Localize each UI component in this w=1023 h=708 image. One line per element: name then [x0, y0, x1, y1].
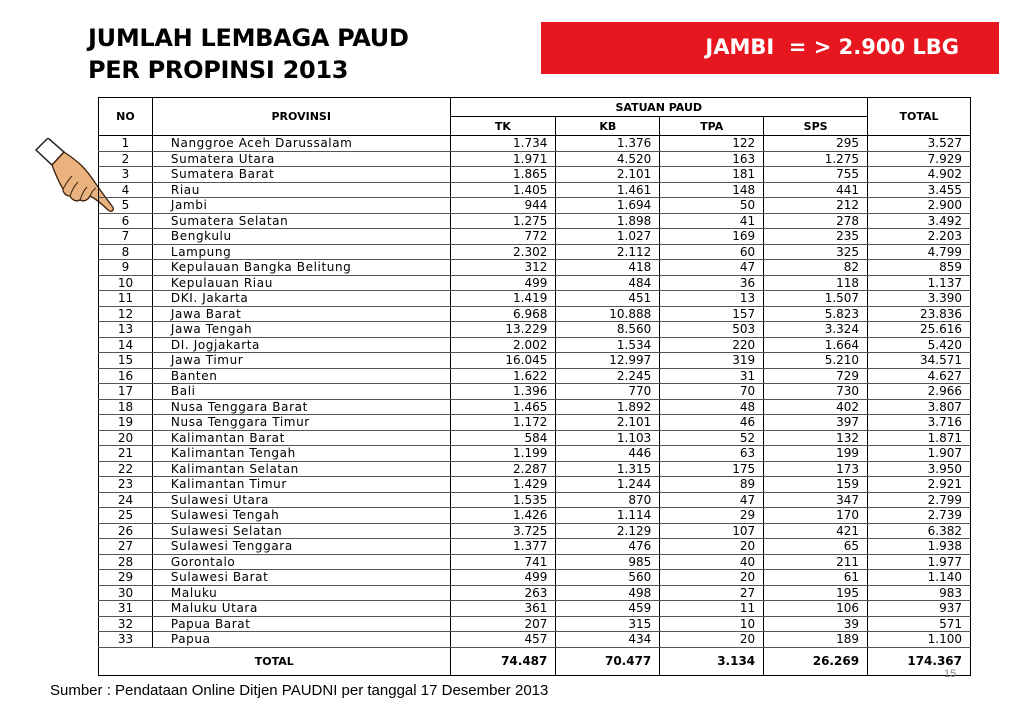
- title-line-2: PER PROPINSI 2013: [88, 56, 349, 84]
- cell-total: 3.950: [868, 461, 971, 477]
- cell-total: 1.871: [868, 430, 971, 446]
- cell-provinsi: Gorontalo: [152, 554, 450, 570]
- cell-kb: 2.129: [556, 523, 660, 539]
- cell-kb: 870: [556, 492, 660, 508]
- cell-sps: 402: [764, 399, 868, 415]
- table-row: [99, 322, 971, 338]
- cell-tk: 263: [450, 585, 556, 601]
- cell-kb: 459: [556, 601, 660, 617]
- cell-tk: 207: [450, 616, 556, 632]
- cell-total: 4.627: [868, 368, 971, 384]
- total-tk: 74.487: [450, 647, 556, 675]
- cell-tpa: 107: [660, 523, 764, 539]
- cell-kb: 2.101: [556, 415, 660, 431]
- cell-no: 27: [99, 539, 153, 555]
- cell-total: 1.907: [868, 446, 971, 462]
- table-body: [99, 136, 971, 648]
- title-line-1: JUMLAH LEMBAGA PAUD: [88, 24, 409, 52]
- cell-sps: 397: [764, 415, 868, 431]
- cell-provinsi: Lampung: [152, 244, 450, 260]
- cell-total: 2.799: [868, 492, 971, 508]
- cell-total: 983: [868, 585, 971, 601]
- cell-tk: 13.229: [450, 322, 556, 338]
- table-row: [99, 492, 971, 508]
- cell-total: 4.799: [868, 244, 971, 260]
- cell-tpa: 503: [660, 322, 764, 338]
- cell-provinsi: Jambi: [152, 198, 450, 214]
- cell-tpa: 36: [660, 275, 764, 291]
- cell-tk: 1.429: [450, 477, 556, 493]
- cell-sps: 730: [764, 384, 868, 400]
- header-satuan-paud: SATUAN PAUD: [450, 98, 868, 117]
- cell-no: 18: [99, 399, 153, 415]
- table-row: [99, 616, 971, 632]
- cell-tk: 584: [450, 430, 556, 446]
- cell-sps: 106: [764, 601, 868, 617]
- cell-tk: 1.535: [450, 492, 556, 508]
- cell-total: 2.966: [868, 384, 971, 400]
- cell-provinsi: Kalimantan Timur: [152, 477, 450, 493]
- cell-no: 32: [99, 616, 153, 632]
- cell-tpa: 20: [660, 539, 764, 555]
- cell-total: 5.420: [868, 337, 971, 353]
- cell-kb: 315: [556, 616, 660, 632]
- cell-sps: 1.664: [764, 337, 868, 353]
- cell-tk: 2.002: [450, 337, 556, 353]
- cell-no: 26: [99, 523, 153, 539]
- cell-provinsi: Maluku Utara: [152, 601, 450, 617]
- cell-sps: 61: [764, 570, 868, 586]
- cell-provinsi: Sulawesi Barat: [152, 570, 450, 586]
- table-row: [99, 353, 971, 369]
- cell-sps: 755: [764, 167, 868, 183]
- total-tpa: 3.134: [660, 647, 764, 675]
- cell-provinsi: Riau: [152, 182, 450, 198]
- cell-total: 3.807: [868, 399, 971, 415]
- cell-kb: 10.888: [556, 306, 660, 322]
- header-total: TOTAL: [868, 98, 971, 136]
- table-row: [99, 337, 971, 353]
- cell-sps: 199: [764, 446, 868, 462]
- cell-provinsi: Jawa Timur: [152, 353, 450, 369]
- cell-provinsi: Nusa Tenggara Timur: [152, 415, 450, 431]
- cell-total: 1.100: [868, 632, 971, 648]
- table-row: [99, 539, 971, 555]
- table-row: [99, 244, 971, 260]
- cell-total: 2.203: [868, 229, 971, 245]
- cell-tk: 1.865: [450, 167, 556, 183]
- cell-no: 30: [99, 585, 153, 601]
- cell-tk: 1.172: [450, 415, 556, 431]
- cell-kb: 1.461: [556, 182, 660, 198]
- table-row: [99, 182, 971, 198]
- cell-tpa: 169: [660, 229, 764, 245]
- cell-kb: 2.112: [556, 244, 660, 260]
- cell-tpa: 163: [660, 151, 764, 167]
- cell-provinsi: Papua Barat: [152, 616, 450, 632]
- cell-tk: 361: [450, 601, 556, 617]
- cell-tk: 2.287: [450, 461, 556, 477]
- table-row: [99, 430, 971, 446]
- cell-provinsi: Kalimantan Tengah: [152, 446, 450, 462]
- cell-sps: 295: [764, 136, 868, 152]
- cell-total: 3.716: [868, 415, 971, 431]
- cell-no: 1: [99, 136, 153, 152]
- cell-kb: 1.694: [556, 198, 660, 214]
- cell-tk: 1.199: [450, 446, 556, 462]
- cell-tpa: 20: [660, 570, 764, 586]
- cell-sps: 441: [764, 182, 868, 198]
- table-row: [99, 213, 971, 229]
- cell-no: 8: [99, 244, 153, 260]
- cell-tpa: 29: [660, 508, 764, 524]
- cell-total: 2.739: [868, 508, 971, 524]
- cell-tpa: 60: [660, 244, 764, 260]
- cell-provinsi: DKI. Jakarta: [152, 291, 450, 307]
- cell-kb: 451: [556, 291, 660, 307]
- table-row: [99, 570, 971, 586]
- cell-kb: 1.027: [556, 229, 660, 245]
- cell-provinsi: Sumatera Barat: [152, 167, 450, 183]
- cell-tpa: 27: [660, 585, 764, 601]
- cell-tk: 457: [450, 632, 556, 648]
- cell-provinsi: Kepulauan Riau: [152, 275, 450, 291]
- cell-tpa: 11: [660, 601, 764, 617]
- cell-tk: 499: [450, 275, 556, 291]
- table-row: [99, 260, 971, 276]
- cell-kb: 12.997: [556, 353, 660, 369]
- cell-total: 3.455: [868, 182, 971, 198]
- cell-no: 12: [99, 306, 153, 322]
- cell-no: 22: [99, 461, 153, 477]
- table-row: [99, 523, 971, 539]
- cell-kb: 8.560: [556, 322, 660, 338]
- cell-no: 9: [99, 260, 153, 276]
- cell-tk: 16.045: [450, 353, 556, 369]
- cell-no: 17: [99, 384, 153, 400]
- table-row: [99, 275, 971, 291]
- cell-total: 859: [868, 260, 971, 276]
- cell-provinsi: Jawa Tengah: [152, 322, 450, 338]
- cell-tpa: 46: [660, 415, 764, 431]
- cell-no: 28: [99, 554, 153, 570]
- table-row: [99, 167, 971, 183]
- cell-provinsi: Kalimantan Selatan: [152, 461, 450, 477]
- cell-no: 24: [99, 492, 153, 508]
- cell-tk: 3.725: [450, 523, 556, 539]
- cell-provinsi: Bengkulu: [152, 229, 450, 245]
- cell-tk: 1.377: [450, 539, 556, 555]
- cell-tk: 312: [450, 260, 556, 276]
- cell-tpa: 31: [660, 368, 764, 384]
- cell-sps: 3.324: [764, 322, 868, 338]
- cell-tk: 1.734: [450, 136, 556, 152]
- header-provinsi: PROVINSI: [152, 98, 450, 136]
- cell-tk: 1.971: [450, 151, 556, 167]
- total-kb: 70.477: [556, 647, 660, 675]
- cell-sps: 235: [764, 229, 868, 245]
- table-row: [99, 446, 971, 462]
- cell-kb: 1.315: [556, 461, 660, 477]
- table-row: [99, 585, 971, 601]
- cell-kb: 1.892: [556, 399, 660, 415]
- cell-total: 2.900: [868, 198, 971, 214]
- cell-tpa: 157: [660, 306, 764, 322]
- cell-no: 25: [99, 508, 153, 524]
- cell-tk: 1.419: [450, 291, 556, 307]
- header-sps: SPS: [764, 117, 868, 136]
- cell-tk: 1.426: [450, 508, 556, 524]
- cell-no: 2: [99, 151, 153, 167]
- cell-no: 11: [99, 291, 153, 307]
- table-row: [99, 136, 971, 152]
- cell-tpa: 10: [660, 616, 764, 632]
- cell-sps: 82: [764, 260, 868, 276]
- highlight-banner: JAMBI = > 2.900 LBG: [541, 22, 999, 74]
- cell-kb: 1.103: [556, 430, 660, 446]
- cell-no: 15: [99, 353, 153, 369]
- cell-no: 23: [99, 477, 153, 493]
- cell-provinsi: Banten: [152, 368, 450, 384]
- cell-kb: 418: [556, 260, 660, 276]
- cell-provinsi: Jawa Barat: [152, 306, 450, 322]
- cell-sps: 173: [764, 461, 868, 477]
- table-row: [99, 477, 971, 493]
- cell-kb: 476: [556, 539, 660, 555]
- cell-provinsi: Bali: [152, 384, 450, 400]
- cell-tpa: 220: [660, 337, 764, 353]
- table-row: [99, 306, 971, 322]
- cell-sps: 212: [764, 198, 868, 214]
- cell-kb: 4.520: [556, 151, 660, 167]
- cell-sps: 1.275: [764, 151, 868, 167]
- cell-provinsi: Sulawesi Utara: [152, 492, 450, 508]
- cell-provinsi: Sulawesi Tengah: [152, 508, 450, 524]
- cell-tk: 1.405: [450, 182, 556, 198]
- cell-sps: 325: [764, 244, 868, 260]
- cell-total: 4.902: [868, 167, 971, 183]
- cell-sps: 729: [764, 368, 868, 384]
- cell-tk: 6.968: [450, 306, 556, 322]
- cell-sps: 39: [764, 616, 868, 632]
- cell-provinsi: Papua: [152, 632, 450, 648]
- cell-total: 1.140: [868, 570, 971, 586]
- cell-provinsi: Sulawesi Tenggara: [152, 539, 450, 555]
- cell-kb: 2.101: [556, 167, 660, 183]
- cell-tk: 944: [450, 198, 556, 214]
- cell-total: 571: [868, 616, 971, 632]
- cell-kb: 560: [556, 570, 660, 586]
- total-sps: 26.269: [764, 647, 868, 675]
- cell-no: 21: [99, 446, 153, 462]
- cell-no: 7: [99, 229, 153, 245]
- table-row: [99, 632, 971, 648]
- cell-sps: 5.210: [764, 353, 868, 369]
- cell-total: 1.977: [868, 554, 971, 570]
- total-total: 174.367: [868, 647, 971, 675]
- cell-no: 4: [99, 182, 153, 198]
- cell-tk: 741: [450, 554, 556, 570]
- cell-no: 6: [99, 213, 153, 229]
- cell-kb: 434: [556, 632, 660, 648]
- cell-tpa: 63: [660, 446, 764, 462]
- cell-no: 33: [99, 632, 153, 648]
- cell-tpa: 175: [660, 461, 764, 477]
- cell-kb: 1.376: [556, 136, 660, 152]
- cell-sps: 421: [764, 523, 868, 539]
- table-row: [99, 461, 971, 477]
- cell-provinsi: Kalimantan Barat: [152, 430, 450, 446]
- cell-provinsi: Nusa Tenggara Barat: [152, 399, 450, 415]
- cell-kb: 498: [556, 585, 660, 601]
- cell-tpa: 148: [660, 182, 764, 198]
- table-row: [99, 554, 971, 570]
- cell-kb: 2.245: [556, 368, 660, 384]
- cell-tpa: 50: [660, 198, 764, 214]
- cell-sps: 347: [764, 492, 868, 508]
- header-tpa: TPA: [660, 117, 764, 136]
- cell-tpa: 89: [660, 477, 764, 493]
- cell-provinsi: Sulawesi Selatan: [152, 523, 450, 539]
- cell-no: 16: [99, 368, 153, 384]
- cell-tpa: 319: [660, 353, 764, 369]
- cell-kb: 985: [556, 554, 660, 570]
- cell-tpa: 48: [660, 399, 764, 415]
- cell-no: 14: [99, 337, 153, 353]
- table-row: [99, 368, 971, 384]
- cell-tk: 772: [450, 229, 556, 245]
- table-row: [99, 151, 971, 167]
- table-row: [99, 601, 971, 617]
- cell-sps: 65: [764, 539, 868, 555]
- cell-sps: 278: [764, 213, 868, 229]
- cell-tk: 1.465: [450, 399, 556, 415]
- cell-no: 31: [99, 601, 153, 617]
- cell-sps: 211: [764, 554, 868, 570]
- cell-tpa: 41: [660, 213, 764, 229]
- cell-tpa: 122: [660, 136, 764, 152]
- cell-tpa: 20: [660, 632, 764, 648]
- table-row: [99, 384, 971, 400]
- cell-tk: 499: [450, 570, 556, 586]
- cell-tpa: 40: [660, 554, 764, 570]
- table-row: [99, 291, 971, 307]
- cell-provinsi: Sumatera Utara: [152, 151, 450, 167]
- cell-provinsi: Nanggroe Aceh Darussalam: [152, 136, 450, 152]
- cell-total: 25.616: [868, 322, 971, 338]
- header-no: NO: [99, 98, 153, 136]
- header-kb: KB: [556, 117, 660, 136]
- cell-provinsi: DI. Jogjakarta: [152, 337, 450, 353]
- table-row: [99, 229, 971, 245]
- cell-provinsi: Sumatera Selatan: [152, 213, 450, 229]
- cell-total: 7.929: [868, 151, 971, 167]
- cell-total: 3.527: [868, 136, 971, 152]
- cell-no: 5: [99, 198, 153, 214]
- cell-sps: 5.823: [764, 306, 868, 322]
- cell-kb: 1.244: [556, 477, 660, 493]
- cell-sps: 189: [764, 632, 868, 648]
- cell-no: 19: [99, 415, 153, 431]
- cell-tpa: 47: [660, 260, 764, 276]
- cell-tk: 1.622: [450, 368, 556, 384]
- cell-tpa: 47: [660, 492, 764, 508]
- cell-tpa: 13: [660, 291, 764, 307]
- cell-kb: 1.114: [556, 508, 660, 524]
- cell-tpa: 181: [660, 167, 764, 183]
- cell-kb: 446: [556, 446, 660, 462]
- source-note: Sumber : Pendataan Online Ditjen PAUDNI per tanggal 17 Desember 2013: [50, 682, 549, 699]
- cell-total: 34.571: [868, 353, 971, 369]
- cell-kb: 1.898: [556, 213, 660, 229]
- cell-sps: 132: [764, 430, 868, 446]
- page-title: [88, 22, 409, 86]
- total-label: TOTAL: [99, 647, 451, 675]
- cell-total: 23.836: [868, 306, 971, 322]
- cell-no: 3: [99, 167, 153, 183]
- cell-no: 13: [99, 322, 153, 338]
- paud-table: [98, 97, 971, 676]
- cell-total: 1.938: [868, 539, 971, 555]
- total-row: [99, 647, 971, 675]
- cell-sps: 195: [764, 585, 868, 601]
- header-tk: TK: [450, 117, 556, 136]
- cell-total: 3.390: [868, 291, 971, 307]
- cell-tk: 1.275: [450, 213, 556, 229]
- cell-kb: 1.534: [556, 337, 660, 353]
- cell-tk: 2.302: [450, 244, 556, 260]
- cell-total: 2.921: [868, 477, 971, 493]
- cell-total: 3.492: [868, 213, 971, 229]
- cell-tpa: 70: [660, 384, 764, 400]
- cell-no: 10: [99, 275, 153, 291]
- cell-no: 20: [99, 430, 153, 446]
- table-row: [99, 508, 971, 524]
- cell-provinsi: Kepulauan Bangka Belitung: [152, 260, 450, 276]
- cell-no: 29: [99, 570, 153, 586]
- table-row: [99, 198, 971, 214]
- cell-total: 6.382: [868, 523, 971, 539]
- cell-tk: 1.396: [450, 384, 556, 400]
- cell-sps: 159: [764, 477, 868, 493]
- cell-tpa: 52: [660, 430, 764, 446]
- cell-kb: 484: [556, 275, 660, 291]
- cell-provinsi: Maluku: [152, 585, 450, 601]
- cell-sps: 118: [764, 275, 868, 291]
- table-row: [99, 415, 971, 431]
- cell-sps: 1.507: [764, 291, 868, 307]
- table-row: [99, 399, 971, 415]
- cell-total: 1.137: [868, 275, 971, 291]
- page-number: 15: [944, 668, 957, 680]
- cell-kb: 770: [556, 384, 660, 400]
- cell-sps: 170: [764, 508, 868, 524]
- cell-total: 937: [868, 601, 971, 617]
